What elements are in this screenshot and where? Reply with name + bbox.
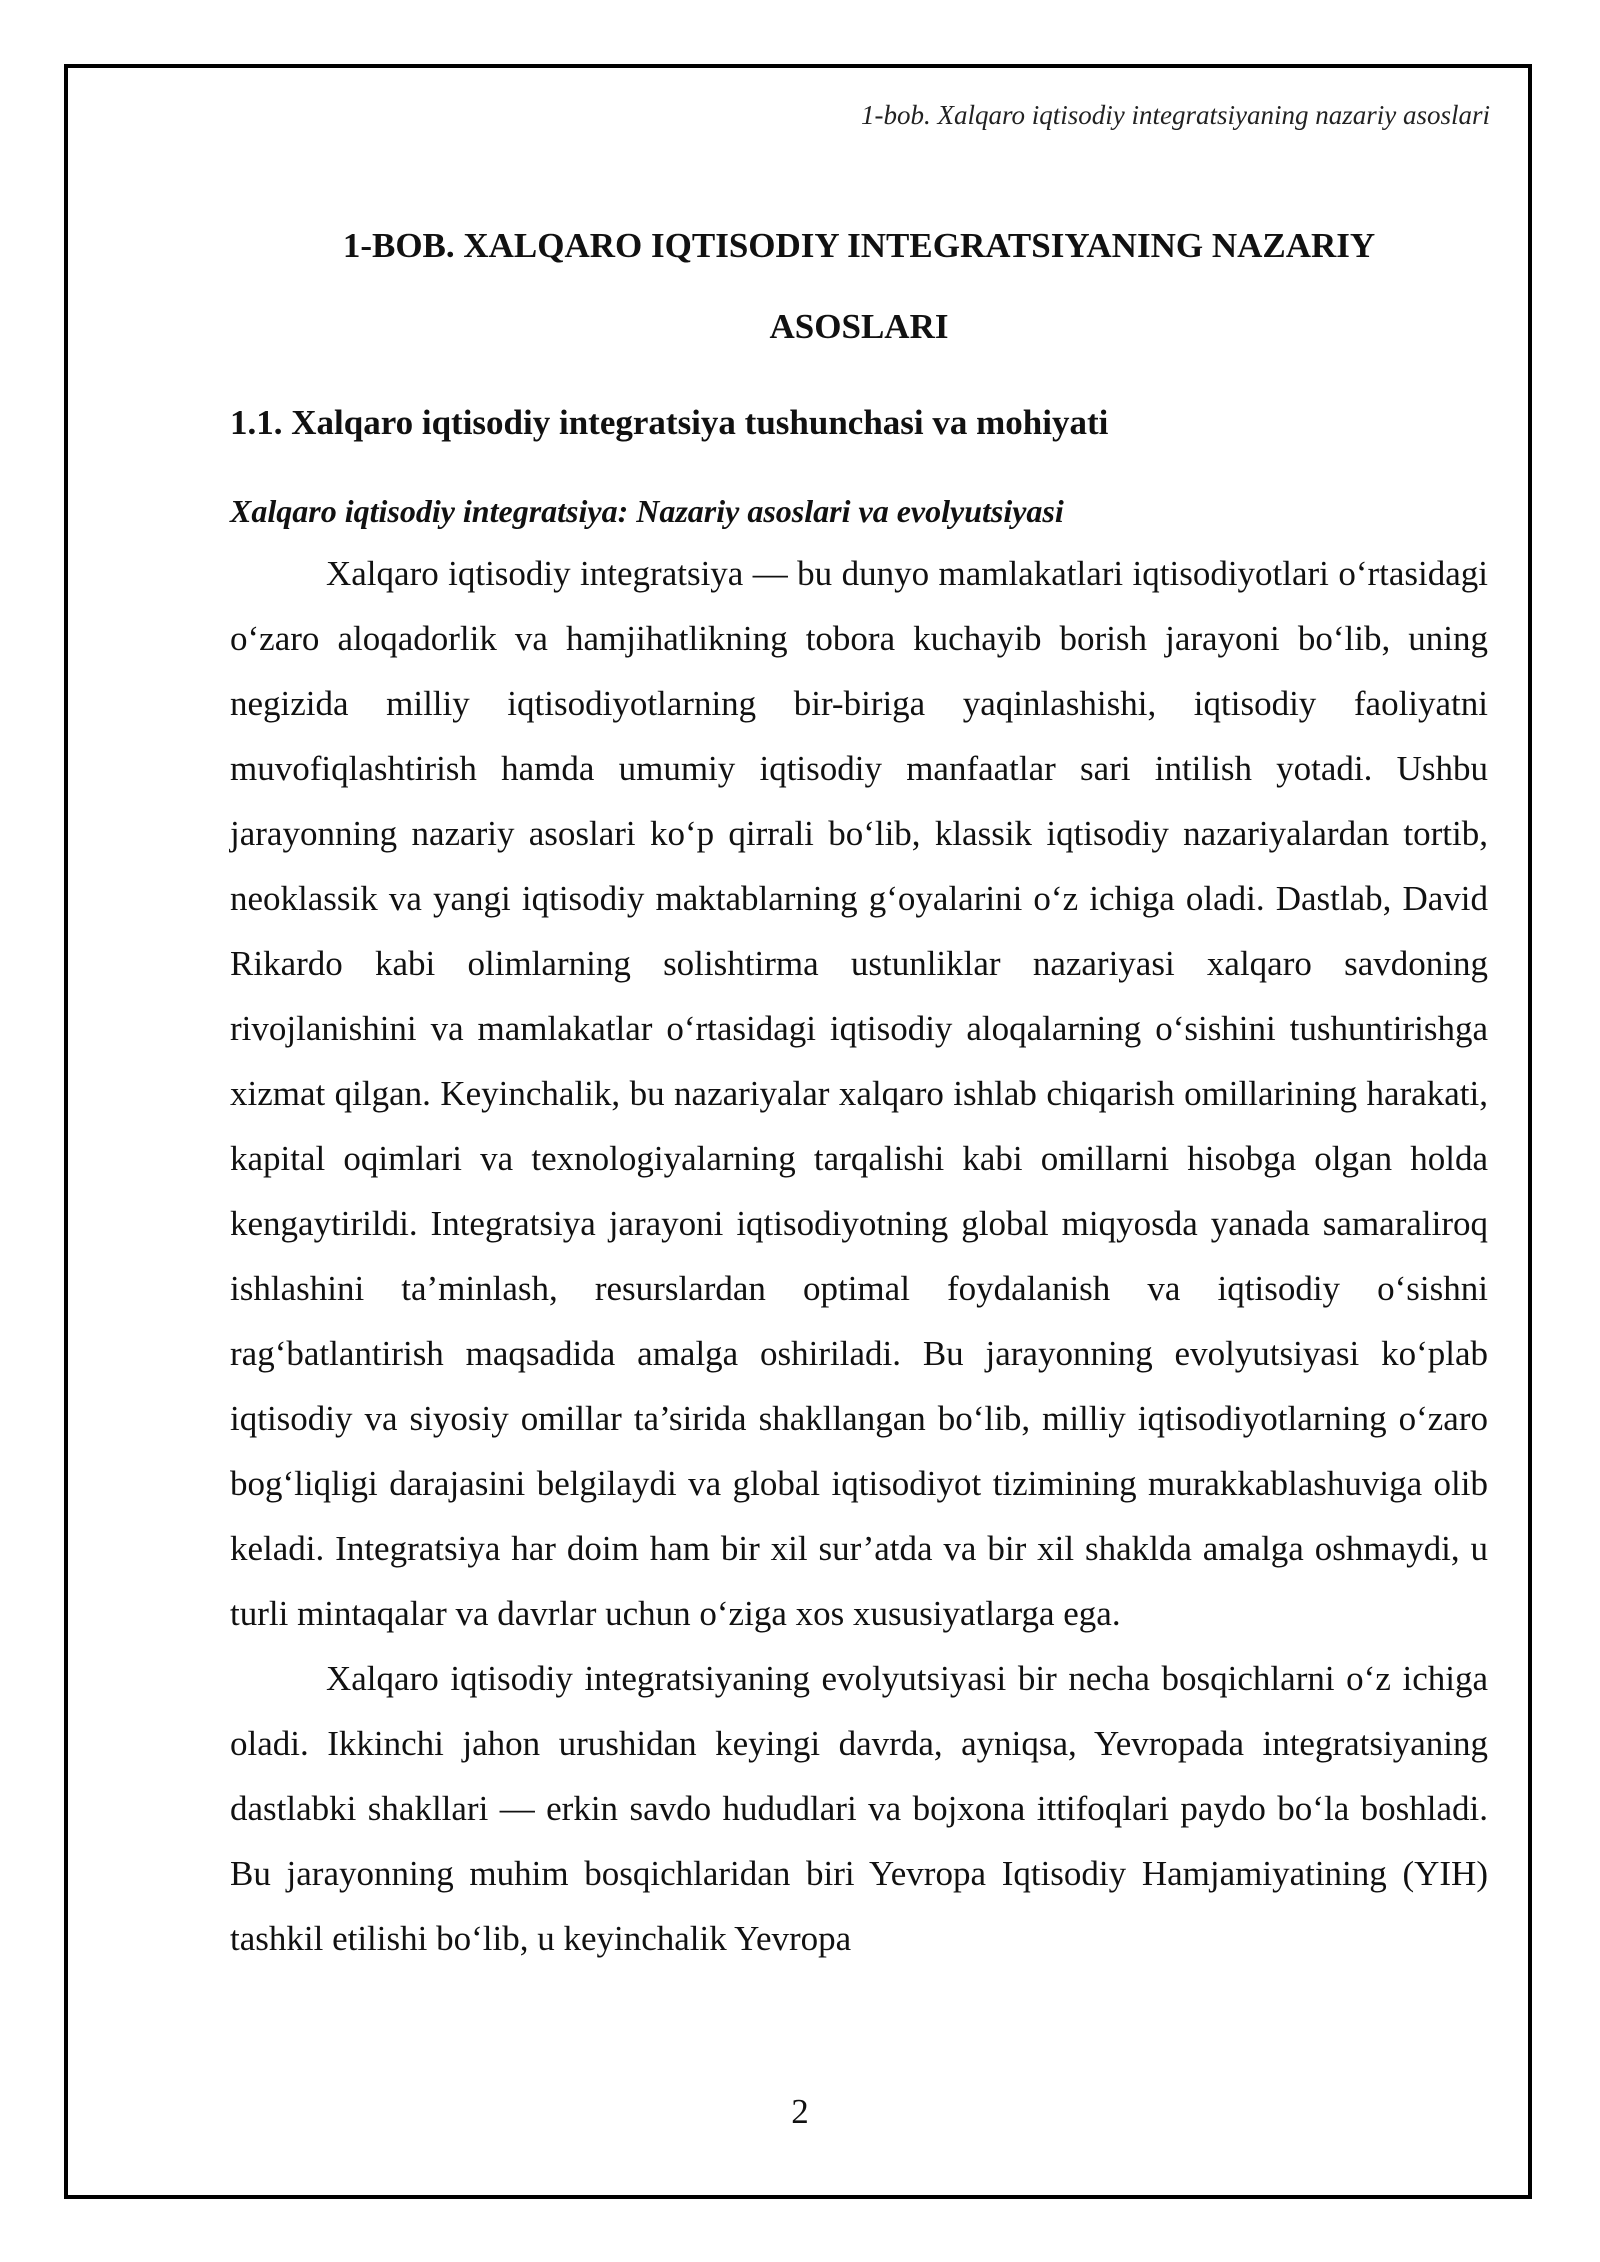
page-number: 2 bbox=[791, 2092, 809, 2131]
body-paragraph: Xalqaro iqtisodiy integratsiyaning evolyutsiyasi bir necha bosqichlarni o‘z ichiga oladi. Ikkinchi jahon urushidan keyingi davrda, ayniqsa, Yevropada integratsiyaning dastlabki shakllari — erkin savdo hududlari va bojxona ittifoqlari paydo bo‘la boshladi. Bu jarayonning muhim bosqichlaridan biri Yevropa Iqtisodiy Hamjamiyatining (YIH) tashkil etilishi bo‘lib, u keyinchalik Yevropa bbox=[230, 1659, 1488, 1958]
running-header: 1-bob. Xalqaro iqtisodiy integratsiyaning nazariy asoslari bbox=[860, 100, 1490, 130]
chapter-title: 1-BOB. XALQARO IQTISODIY INTEGRATSIYANING NAZARIY ASOSLARI bbox=[342, 226, 1376, 346]
section-title: 1.1. Xalqaro iqtisodiy integratsiya tushunchasi va mohiyati bbox=[230, 403, 1109, 442]
subsection-title: Xalqaro iqtisodiy integratsiya: Nazariy asoslari va evolyutsiyasi bbox=[230, 493, 1064, 529]
body-paragraph: Xalqaro iqtisodiy integratsiya — bu dunyo mamlakatlari iqtisodiyotlari o‘rtasidagi o‘zaro aloqadorlik va hamjihatlikning tobora kuchayib borish jarayoni bo‘lib, uning negizida milliy iqtisodiyotlarning bir-biriga yaqinlashishi, iqtisodiy faoliyatni muvofiqlashtirish hamda umumiy iqtisodiy manfaatlar sari intilish yotadi. Ushbu jarayonning nazariy asoslari ko‘p qirrali bo‘lib, klassik iqtisodiy nazariyalardan tortib, neoklassik va yangi iqtisodiy maktablarning g‘oyalarini o‘z ichiga oladi. Dastlab, David Rikardo kabi olimlarning solishtirma ustunliklar nazariyasi xalqaro savdoning rivojlanishini va mamlakatlar o‘rtasidagi iqtisodiy aloqalarning o‘sishini tushuntirishga xizmat qilgan. Keyinchalik, bu nazariyalar xalqaro ishlab chiqarish omillarining harakati, kapital oqimlari va texnologiyalarning tarqalishi kabi omillarni hisobga olgan holda kengaytirildi. Integratsiya jarayoni iqtisodiyotning global miqyosda yanada samaraliroq ishlashini ta’minlash, resurslardan optimal foydalanish va iqtisodiy o‘sishni rag‘batlantirish maqsadida amalga oshiriladi. Bu jarayonning evolyutsiyasi ko‘plab iqtisodiy va siyosiy omillar ta’sirida shakllangan bo‘lib, milliy iqtisodiyotlarning o‘zaro bog‘liqligi darajasini belgilaydi va global iqtisodiyot tizimining murakkablashuviga olib keladi. Integratsiya har doim ham bir xil sur’atda va bir xil shaklda amalga oshmaydi, u turli mintaqalar va davrlar uchun o‘ziga xos xususiyatlarga ega. bbox=[230, 554, 1488, 1633]
page-content bbox=[230, 205, 1488, 1971]
